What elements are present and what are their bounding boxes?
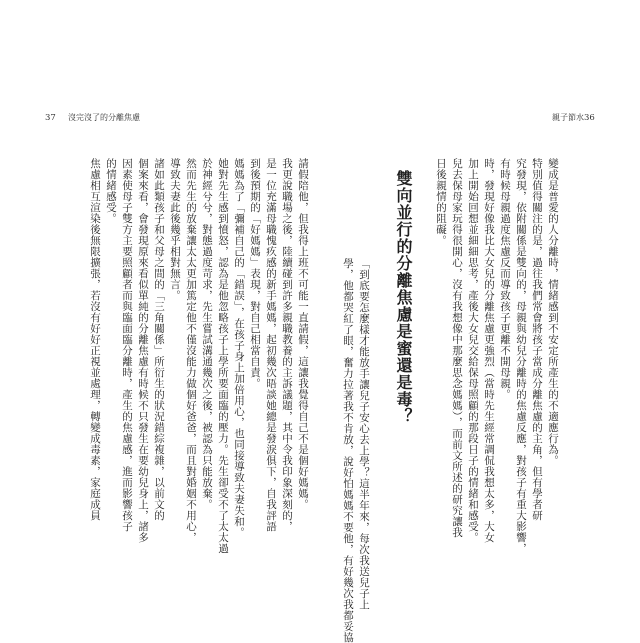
right-body-top-6: 究發現，依附關係是雙向的，母親與幼兒分離時的焦慮反應，對孩子有重大影響， [515,158,527,554]
right-body-top-2: 兒去保母家玩得很開心，沒有我想像中那麼思念媽媽），而前文所述的研究讓我 [451,158,463,538]
left-column-9: 她對先生感到憤怒，認為是他忽略孩子上學所要面臨的壓力。先生卻受不了太太過 [217,158,229,554]
left-column-2: 的情緒感受。 [105,158,117,224]
left-column-3: 因素使母子雙方主要照顧者而與臨面臨分離時，產生的焦慮感，進而影響孩子 [121,158,133,532]
right-body-top-1: 日後親情的阻礙。 [435,158,447,246]
left-column-12: 是一位充滿母職愧疚感的新手媽媽，起初幾次晤談她總是發淚俱下，自我評語 [265,158,277,532]
right-running-title: 親子節水 [552,113,584,122]
left-column-1: 焦慮相互渲染後無限擴張，若沒有好好正視並處理，轉變成毒素，家庭成員 [89,158,101,521]
left-column-13: 我更說職場之後，陸續碰到許多親職教養的主訴議題，其中令我印象深刻的， [281,158,293,532]
left-running-title: 沒完沒了的分離焦慮 [68,113,140,122]
right-body-top-8: 變成是普愛的人分離時，情緒感到不安定所產生的不適應行為。 [547,158,559,466]
right-page-number: 36 [584,113,595,123]
left-column-10: 媽媽為了「彌補自己的「錯誤」，在孩子身上加倍用心，也同接導致夫妻失和。 [233,158,245,538]
right-body-top-3: 加上開始回想並細細思考，產後大女兒交給保母照顧的那段日子的情緒和感受。 [467,158,479,543]
right-body-bottom-2: 「到底要怎麼樣才能放手讓兒子安心去上學？這半年來，每次我送兒子上 [358,258,370,610]
left-column-4: 個案來看，會發現原來看似單純的分離焦慮有時候不只發生在要幼兒身上，諸多 [137,158,149,543]
right-body-top-5: 有時候母親過度焦慮反而導致孩子更離不開母親。 [499,158,511,400]
left-column-5: 諸如此類孩子和父母之間的「三角關係」所衍生的狀況錯綜複雜，以前文的 [153,158,165,521]
left-column-6: 導致夫妻此後幾乎相對無言。 [169,158,181,301]
left-column-7: 然而先生的放棄讓太太更加篤定他不僅沒能力做個好爸爸，而且對婚姻不用心， [185,158,197,543]
right-body-top-7: 特別值得關注的是，過往我們常會將孩子當成分離焦慮的主角，但有學者研 [531,158,543,521]
left-column-14: 請假陪他，但我得上班不可能一直請假，這讓我覺得自己不是個好媽媽。 [297,158,309,510]
section-heading: 雙向並行的分離焦慮是蜜還是毒？ [394,170,413,425]
left-page-number: 37 [45,113,56,123]
left-column-8: 於神經兮兮，對態過度苛求，先生嘗試溝通幾次之後，被認為只能放棄。 [201,158,213,510]
right-body-top-4: 時，發現好像我比大女兒的分離焦慮更強烈（當時先生經常調侃我想太多，大女 [483,158,495,543]
left-column-11: 到後預期的「好媽媽」表現，對自己相當自責。 [249,158,261,389]
right-body-bottom-1: 學，他都哭紅了眼，奮力拉著我不肯放，說好怕媽媽不要他，有好幾次我都妥協 [342,258,354,643]
